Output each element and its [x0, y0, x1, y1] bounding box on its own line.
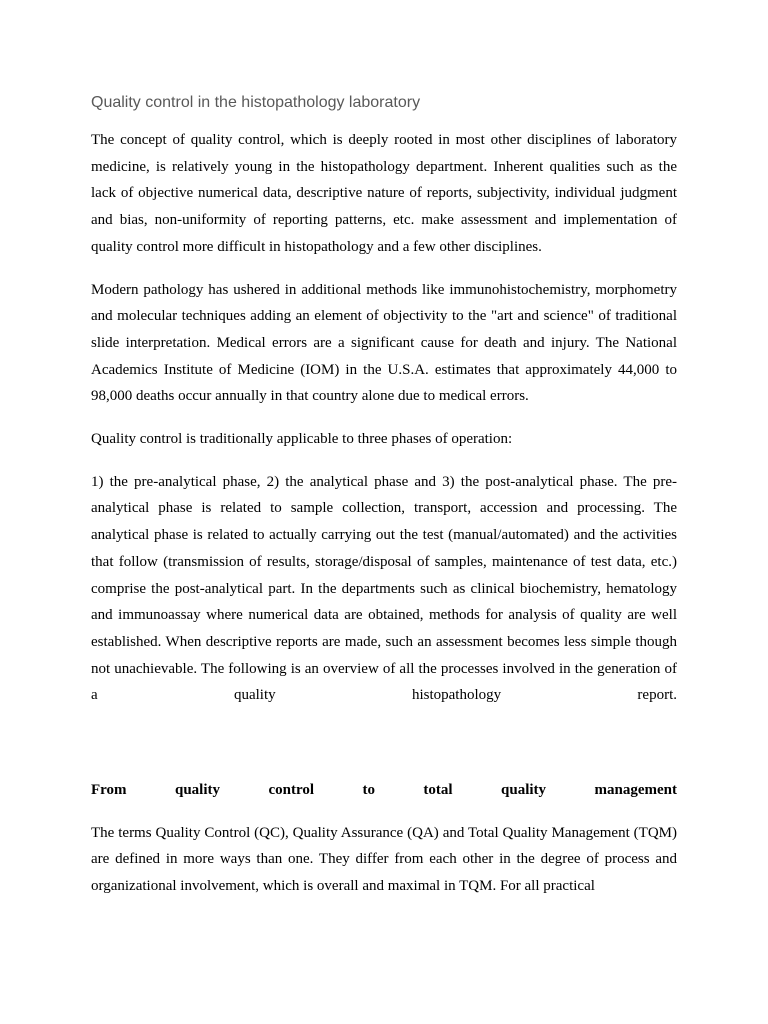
paragraph-qc-qa-tqm: The terms Quality Control (QC), Quality Assurance (QA) and Total Quality Management (TQM) are defined in more ways than one. They differ from each other in the degree of process and organizational involvement, which is overall and maximal in TQM. For all practical: [91, 824, 677, 895]
section-heading: From quality control to total quality management: [91, 782, 677, 799]
document-title: Quality control in the histopathology laboratory: [91, 94, 421, 111]
paragraph-three-phases-intro: Quality control is traditionally applicable to three phases of operation:: [91, 431, 513, 448]
section-spacer: [91, 725, 677, 777]
paragraph-phases-detail: 1) the pre-analytical phase, 2) the analytical phase and 3) the post-analytical phase. The pre-analytical phase is related to sample collection, transport, accession and processing. The analytical phase is related to actually carrying out the test (manual/automated) and the activities that follow (transmission of results, storage/disposal of samples, maintenance of test data, etc.) comprise the post-analytical part. In the departments such as clinical biochemistry, hematology and immunoassay where numerical data are obtained, methods for analysis of quality are well established. When descriptive reports are made, such an assessment becomes less simple though not unachievable. The following is an overview of all the processes involved in the generation of a quality histopathology report.: [91, 473, 677, 704]
paragraph-quality-control-concept: The concept of quality control, which is deeply rooted in most other disciplines of laboratory medicine, is relatively young in the histopathology department. Inherent qualities such as the lack of objective numerical data, descriptive nature of reports, subjectivity, individual judgment and bias, non-uniformity of reporting patterns, etc. make assessment and implementation of quality control more difficult in histopathology and a few other disciplines.: [91, 132, 677, 255]
document-page: [91, 91, 677, 916]
paragraph-modern-pathology: Modern pathology has ushered in additional methods like immunohistochemistry, morphometry and molecular techniques adding an element of objectivity to the "art and science" of traditional slide interpretation. Medical errors are a significant cause for death and injury. The National Academics Institute of Medicine (IOM) in the U.S.A. estimates that approximately 44,000 to 98,000 deaths occur annually in that country alone due to medical errors.: [91, 281, 677, 405]
